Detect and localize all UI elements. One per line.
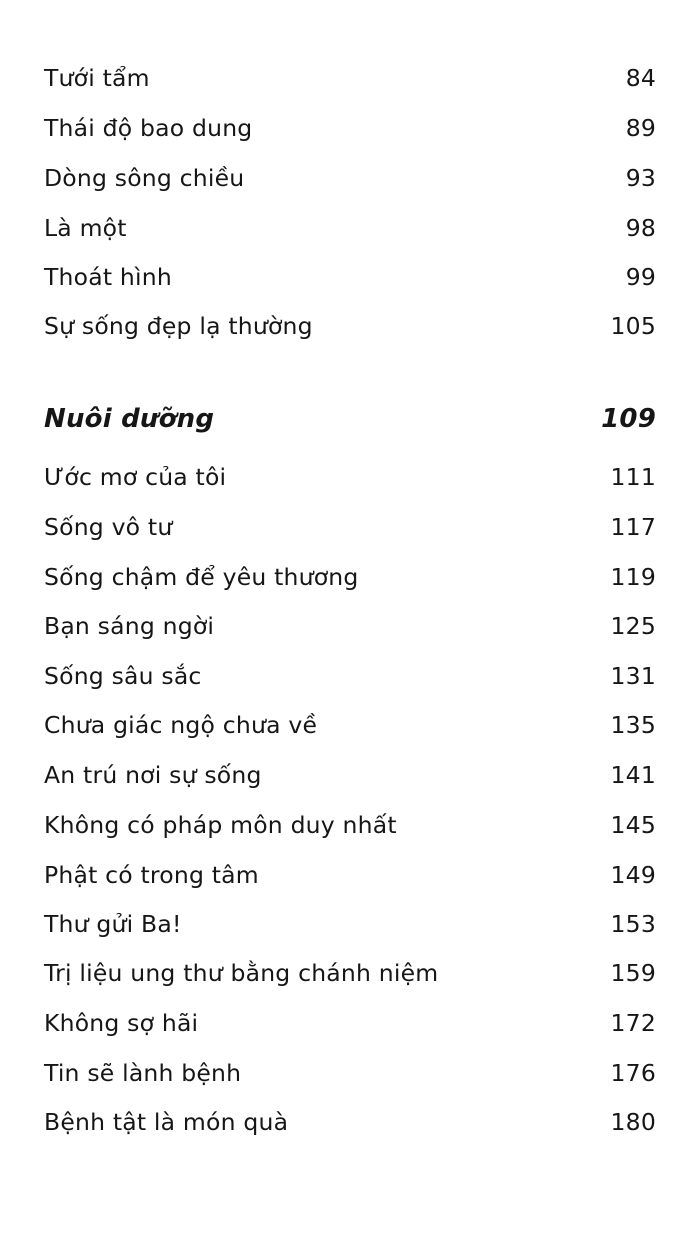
toc-entry-page: 180 [610, 1108, 656, 1136]
toc-entry [44, 1102, 656, 1142]
toc-entry [44, 208, 656, 248]
toc-entry [44, 656, 656, 696]
toc-entry-title: Chưa giác ngộ chưa về [44, 711, 318, 739]
toc-entry [44, 904, 656, 944]
toc-entry-page: 145 [610, 811, 656, 839]
toc-section-heading [44, 399, 656, 439]
toc-entry-title: Sự sống đẹp lạ thường [44, 312, 313, 340]
toc-entry-title: Bạn sáng ngời [44, 612, 215, 640]
toc-entry [44, 108, 656, 148]
toc-entry-title: Ước mơ của tôi [44, 463, 227, 491]
toc-entry-title: Thư gửi Ba! [44, 910, 182, 938]
toc-entry-title: An trú nơi sự sống [44, 761, 262, 789]
section-page: 109 [601, 404, 656, 434]
toc-entry-page: 93 [625, 164, 656, 192]
toc-entry-title: Không có pháp môn duy nhất [44, 811, 397, 839]
toc-entry [44, 507, 656, 547]
toc-entry-page: 125 [610, 612, 656, 640]
toc-entry [44, 58, 656, 98]
toc-entry-title: Phật có trong tâm [44, 861, 259, 889]
toc-entry-page: 149 [610, 861, 656, 889]
toc-entry-page: 159 [610, 959, 656, 987]
toc-entry-page: 172 [610, 1009, 656, 1037]
toc-entry-title: Trị liệu ung thư bằng chánh niệm [44, 959, 439, 987]
toc-entry-page: 99 [625, 263, 656, 291]
toc-entry [44, 257, 656, 297]
section-title: Nuôi dưỡng [44, 404, 215, 434]
toc-entry-title: Dòng sông chiều [44, 164, 245, 192]
toc-entry [44, 1003, 656, 1043]
toc-entry-title: Thoát hình [44, 263, 172, 291]
toc-entry [44, 606, 656, 646]
toc-entry-page: 135 [610, 711, 656, 739]
toc-entry-page: 176 [610, 1059, 656, 1087]
toc-entry-page: 105 [610, 312, 656, 340]
toc-entry [44, 306, 656, 346]
toc-entry-page: 119 [610, 563, 656, 591]
toc-entry [44, 705, 656, 745]
toc-entry-page: 153 [610, 910, 656, 938]
toc-entry-page: 131 [610, 662, 656, 690]
toc-entry-title: Sống chậm để yêu thương [44, 563, 359, 591]
toc-entry-title: Sống sâu sắc [44, 662, 202, 690]
toc-entry [44, 755, 656, 795]
toc-entry-title: Tin sẽ lành bệnh [44, 1059, 242, 1087]
toc-entry-page: 111 [610, 463, 656, 491]
toc-entry-title: Thái độ bao dung [44, 114, 253, 142]
toc-entry [44, 855, 656, 895]
toc-entry-page: 89 [625, 114, 656, 142]
toc-entry-page: 98 [625, 214, 656, 242]
toc-entry [44, 953, 656, 993]
toc-entry-title: Không sợ hãi [44, 1009, 199, 1037]
toc-entry [44, 158, 656, 198]
toc-entry-title: Bệnh tật là món quà [44, 1108, 289, 1136]
toc-entry [44, 557, 656, 597]
toc-entry-title: Sống vô tư [44, 513, 173, 541]
toc-entry-page: 141 [610, 761, 656, 789]
toc-entry-page: 84 [625, 64, 656, 92]
toc-entry-title: Tưới tẩm [44, 64, 150, 92]
toc-entry [44, 457, 656, 497]
toc-entry [44, 805, 656, 845]
toc-entry-title: Là một [44, 214, 127, 242]
toc-entry [44, 1053, 656, 1093]
toc-entry-page: 117 [610, 513, 656, 541]
